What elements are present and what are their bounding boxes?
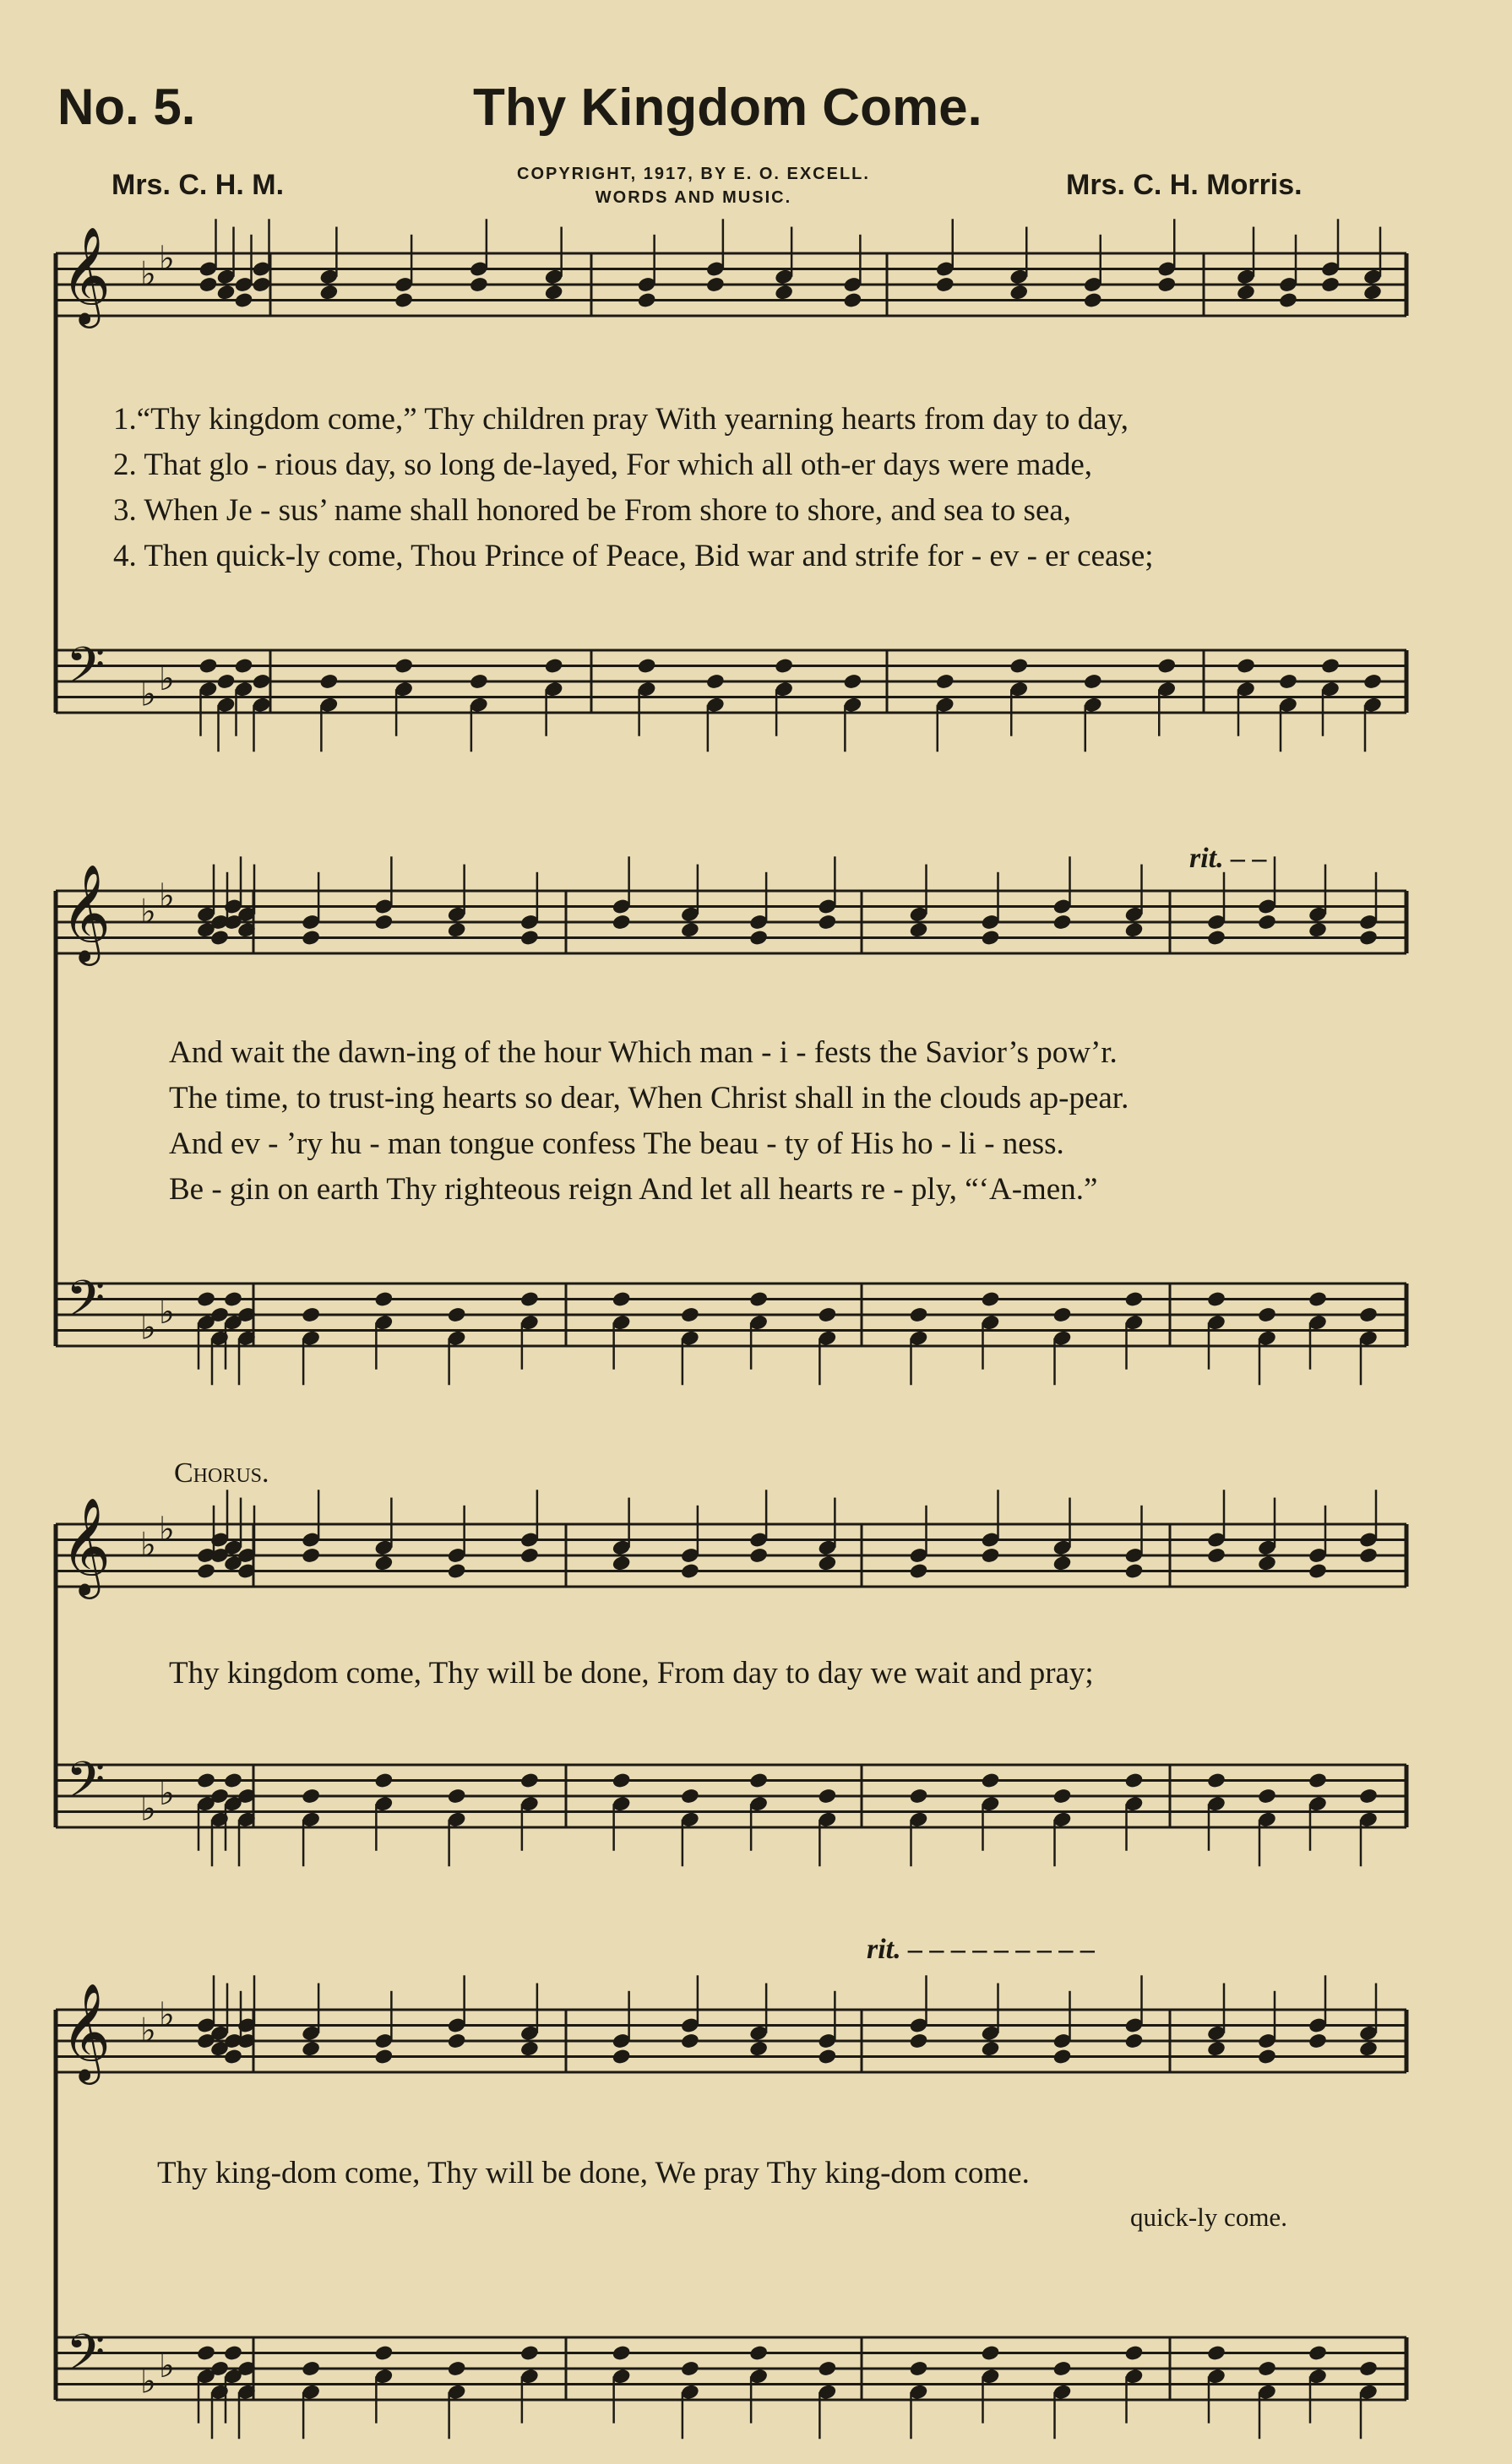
bass-note: [1052, 2360, 1073, 2378]
treble-note: [1052, 1555, 1073, 1572]
bass-note: [680, 1788, 700, 1805]
treble-note: [680, 2033, 700, 2050]
treble-note: [817, 1555, 837, 1572]
bass-note: [1206, 1290, 1226, 1308]
ritardando-mark-2: rit. – – – – – – – – –: [867, 1934, 1096, 1965]
bass-note: [1308, 2344, 1328, 2362]
treble-note: [234, 291, 254, 309]
treble-note: [1257, 2048, 1277, 2065]
flat-sign: ♭: [140, 2362, 156, 2402]
treble-clef-symbol: 𝄞: [61, 863, 111, 962]
copyright-line-1: COPYRIGHT, 1917, BY E. O. EXCELL.: [517, 165, 870, 183]
treble-note: [774, 284, 794, 301]
treble-note: [612, 1555, 632, 1572]
treble-note: [1124, 1562, 1145, 1580]
chorus-line-2: Thy king-dom come, Thy will be done, We pray Thy king-dom come.: [157, 2156, 1030, 2190]
flat-sign: ♭: [159, 659, 175, 698]
treble-note: [216, 284, 237, 301]
chorus-alternate-text: quick-ly come.: [1130, 2202, 1287, 2232]
bass-note: [748, 1290, 769, 1308]
treble-note: [1308, 2033, 1328, 2050]
bass-note: [1257, 1306, 1277, 1324]
treble-note: [252, 276, 272, 294]
bass-note: [196, 1772, 216, 1789]
treble-note: [748, 1547, 769, 1565]
bass-clef-symbol: 𝄢: [66, 1750, 106, 1821]
treble-note: [447, 921, 467, 939]
treble-note: [1362, 284, 1383, 301]
treble-note: [373, 914, 394, 931]
verse-2-line-b: The time, to trust-ing hearts so dear, When Christ shall in the clouds ap-pear.: [169, 1081, 1129, 1115]
flat-sign: ♭: [159, 1774, 175, 1813]
bass-note: [909, 1306, 929, 1324]
treble-note: [447, 1562, 467, 1580]
bass-note: [817, 1306, 837, 1324]
treble-note: [748, 2040, 769, 2058]
flat-sign: ♭: [140, 675, 156, 714]
bass-note: [199, 657, 219, 675]
bass-note: [394, 657, 414, 675]
words-author: Mrs. C. H. M.: [111, 169, 285, 201]
bass-note: [1278, 673, 1298, 691]
treble-note: [301, 2040, 321, 2058]
bass-clef-symbol: 𝄢: [66, 2323, 106, 2394]
flat-sign: ♭: [140, 1789, 156, 1829]
treble-note: [301, 929, 321, 947]
bass-note: [519, 2344, 540, 2362]
treble-note: [447, 2033, 467, 2050]
chorus-line-1: Thy kingdom come, Thy will be done, From day to day we wait and pray;: [169, 1656, 1094, 1691]
treble-note: [909, 921, 929, 939]
bass-note: [1083, 673, 1103, 691]
bass-note: [935, 673, 955, 691]
treble-note: [612, 2048, 632, 2065]
treble-note: [1124, 921, 1145, 939]
flat-sign: ♭: [159, 2347, 175, 2385]
treble-note: [1206, 1547, 1226, 1565]
treble-note: [1124, 2033, 1145, 2050]
bass-note: [1009, 657, 1029, 675]
bass-note: [1257, 1788, 1277, 1805]
treble-note: [373, 2048, 394, 2065]
bass-note: [447, 1788, 467, 1805]
treble-clef-symbol: 𝄞: [61, 1496, 111, 1595]
verse-4-line-b: Be - gin on earth Thy righteous reign And let all hearts re - ply, “‘A-men.”: [169, 1172, 1098, 1207]
treble-note: [680, 921, 700, 939]
bass-note: [544, 657, 564, 675]
treble-note: [544, 284, 564, 301]
treble-note: [199, 276, 219, 294]
bass-note: [1320, 657, 1341, 675]
bass-note: [748, 2344, 769, 2362]
bass-clef-symbol: 𝄢: [66, 1269, 106, 1340]
bass-note: [680, 2360, 700, 2378]
verse-2-line-a: 2. That glo - rious day, so long de-layed, For which all oth-er days were made,: [113, 448, 1093, 482]
bass-note: [1358, 1788, 1379, 1805]
bass-note: [1052, 1788, 1073, 1805]
flat-sign: ♭: [159, 1293, 175, 1332]
treble-note: [519, 2040, 540, 2058]
bass-note: [1124, 1772, 1145, 1789]
flat-sign: ♭: [140, 1308, 156, 1348]
bass-note: [519, 1290, 540, 1308]
hymn-number: No. 5.: [57, 79, 196, 135]
treble-note: [842, 291, 862, 309]
bass-note: [1124, 1290, 1145, 1308]
flat-sign: ♭: [140, 254, 156, 294]
bass-note: [373, 1772, 394, 1789]
bass-note: [223, 2344, 243, 2362]
bass-note: [981, 1290, 1001, 1308]
flat-sign: ♭: [140, 1525, 156, 1565]
bass-note: [373, 2344, 394, 2362]
bass-note: [301, 1788, 321, 1805]
bass-note: [252, 673, 272, 691]
bass-note: [301, 2360, 321, 2378]
treble-note: [705, 276, 726, 294]
treble-note: [981, 929, 1001, 947]
bass-clef-symbol: 𝄢: [66, 636, 106, 707]
bass-note: [196, 1290, 216, 1308]
bass-note: [909, 2360, 929, 2378]
bass-note: [1206, 1772, 1226, 1789]
bass-note: [318, 673, 339, 691]
bass-note: [1052, 1306, 1073, 1324]
treble-note: [1358, 929, 1379, 947]
bass-note: [1308, 1772, 1328, 1789]
bass-note: [981, 1772, 1001, 1789]
bass-note: [637, 657, 657, 675]
chorus-label: Chorus.: [174, 1457, 269, 1489]
verse-1-line-a: 1.“Thy kingdom come,” Thy children pray With yearning hearts from day to day,: [113, 402, 1129, 437]
bass-note: [817, 1788, 837, 1805]
verse-4-line-a: 4. Then quick-ly come, Thou Prince of Peace, Bid war and strife for - ev - er cease;: [113, 539, 1154, 573]
bass-note: [373, 1290, 394, 1308]
bass-note: [612, 2344, 632, 2362]
bass-note: [748, 1772, 769, 1789]
treble-note: [748, 929, 769, 947]
bass-note: [223, 1772, 243, 1789]
bass-note: [519, 1772, 540, 1789]
treble-note: [1257, 1555, 1277, 1572]
bass-note: [1362, 673, 1383, 691]
treble-note: [612, 914, 632, 931]
treble-clef-symbol: 𝄞: [61, 225, 111, 324]
treble-note: [817, 914, 837, 931]
bass-note: [680, 1306, 700, 1324]
bass-note: [234, 657, 254, 675]
bass-note: [447, 1306, 467, 1324]
treble-note: [1206, 2040, 1226, 2058]
treble-note: [909, 1562, 929, 1580]
treble-note: [637, 291, 657, 309]
treble-note: [935, 276, 955, 294]
bass-note: [612, 1290, 632, 1308]
bass-note: [909, 1788, 929, 1805]
bass-note: [223, 1290, 243, 1308]
treble-note: [981, 1547, 1001, 1565]
bass-note: [1236, 657, 1256, 675]
treble-note: [909, 2033, 929, 2050]
treble-note: [1083, 291, 1103, 309]
bass-note: [842, 673, 862, 691]
bass-note: [1308, 1290, 1328, 1308]
treble-note: [1236, 284, 1256, 301]
treble-note: [1206, 929, 1226, 947]
bass-note: [216, 673, 237, 691]
flat-sign: ♭: [159, 239, 175, 279]
treble-note: [1278, 291, 1298, 309]
flat-sign: ♭: [159, 877, 175, 916]
bass-note: [981, 2344, 1001, 2362]
bass-note: [1358, 2360, 1379, 2378]
treble-note: [1308, 921, 1328, 939]
bass-note: [469, 673, 489, 691]
treble-note: [519, 1547, 540, 1565]
bass-note: [196, 2344, 216, 2362]
copyright-line-2: WORDS AND MUSIC.: [595, 188, 792, 207]
treble-note: [1308, 1562, 1328, 1580]
verse-3-line-b: And ev - ’ry hu - man tongue confess The beau - ty of His ho - li - ness.: [169, 1126, 1064, 1161]
treble-note: [469, 276, 489, 294]
treble-note: [301, 1547, 321, 1565]
treble-note: [373, 1555, 394, 1572]
flat-sign: ♭: [140, 892, 156, 931]
bass-note: [1257, 2360, 1277, 2378]
treble-note: [1009, 284, 1029, 301]
treble-note: [1358, 1547, 1379, 1565]
verse-3-line-a: 3. When Je - sus’ name shall honored be From shore to shore, and sea to sea,: [113, 493, 1072, 528]
hymn-title: Thy Kingdom Come.: [473, 79, 982, 137]
bass-note: [1358, 1306, 1379, 1324]
flat-sign: ♭: [159, 1995, 175, 2035]
ritardando-mark-1: rit. – –: [1189, 843, 1267, 874]
bass-note: [1124, 2344, 1145, 2362]
treble-note: [1156, 276, 1177, 294]
verse-1-line-b: And wait the dawn-ing of the hour Which man - i - fests the Savior’s pow’r.: [169, 1035, 1118, 1070]
bass-note: [1206, 2344, 1226, 2362]
treble-note: [519, 929, 540, 947]
bass-note: [1156, 657, 1177, 675]
bass-note: [705, 673, 726, 691]
flat-sign: ♭: [159, 1510, 175, 1549]
treble-note: [1052, 914, 1073, 931]
bass-note: [817, 2360, 837, 2378]
bass-note: [447, 2360, 467, 2378]
treble-note: [1320, 276, 1341, 294]
music-author: Mrs. C. H. Morris.: [1066, 169, 1303, 201]
treble-clef-symbol: 𝄞: [61, 1982, 111, 2081]
bass-note: [301, 1306, 321, 1324]
treble-note: [680, 1562, 700, 1580]
treble-note: [394, 291, 414, 309]
flat-sign: ♭: [140, 2011, 156, 2050]
treble-note: [196, 1562, 216, 1580]
treble-note: [817, 2048, 837, 2065]
treble-note: [981, 2040, 1001, 2058]
treble-note: [1052, 2048, 1073, 2065]
bass-note: [774, 657, 794, 675]
treble-note: [1358, 2040, 1379, 2058]
bass-note: [612, 1772, 632, 1789]
treble-note: [318, 284, 339, 301]
treble-note: [1257, 914, 1277, 931]
